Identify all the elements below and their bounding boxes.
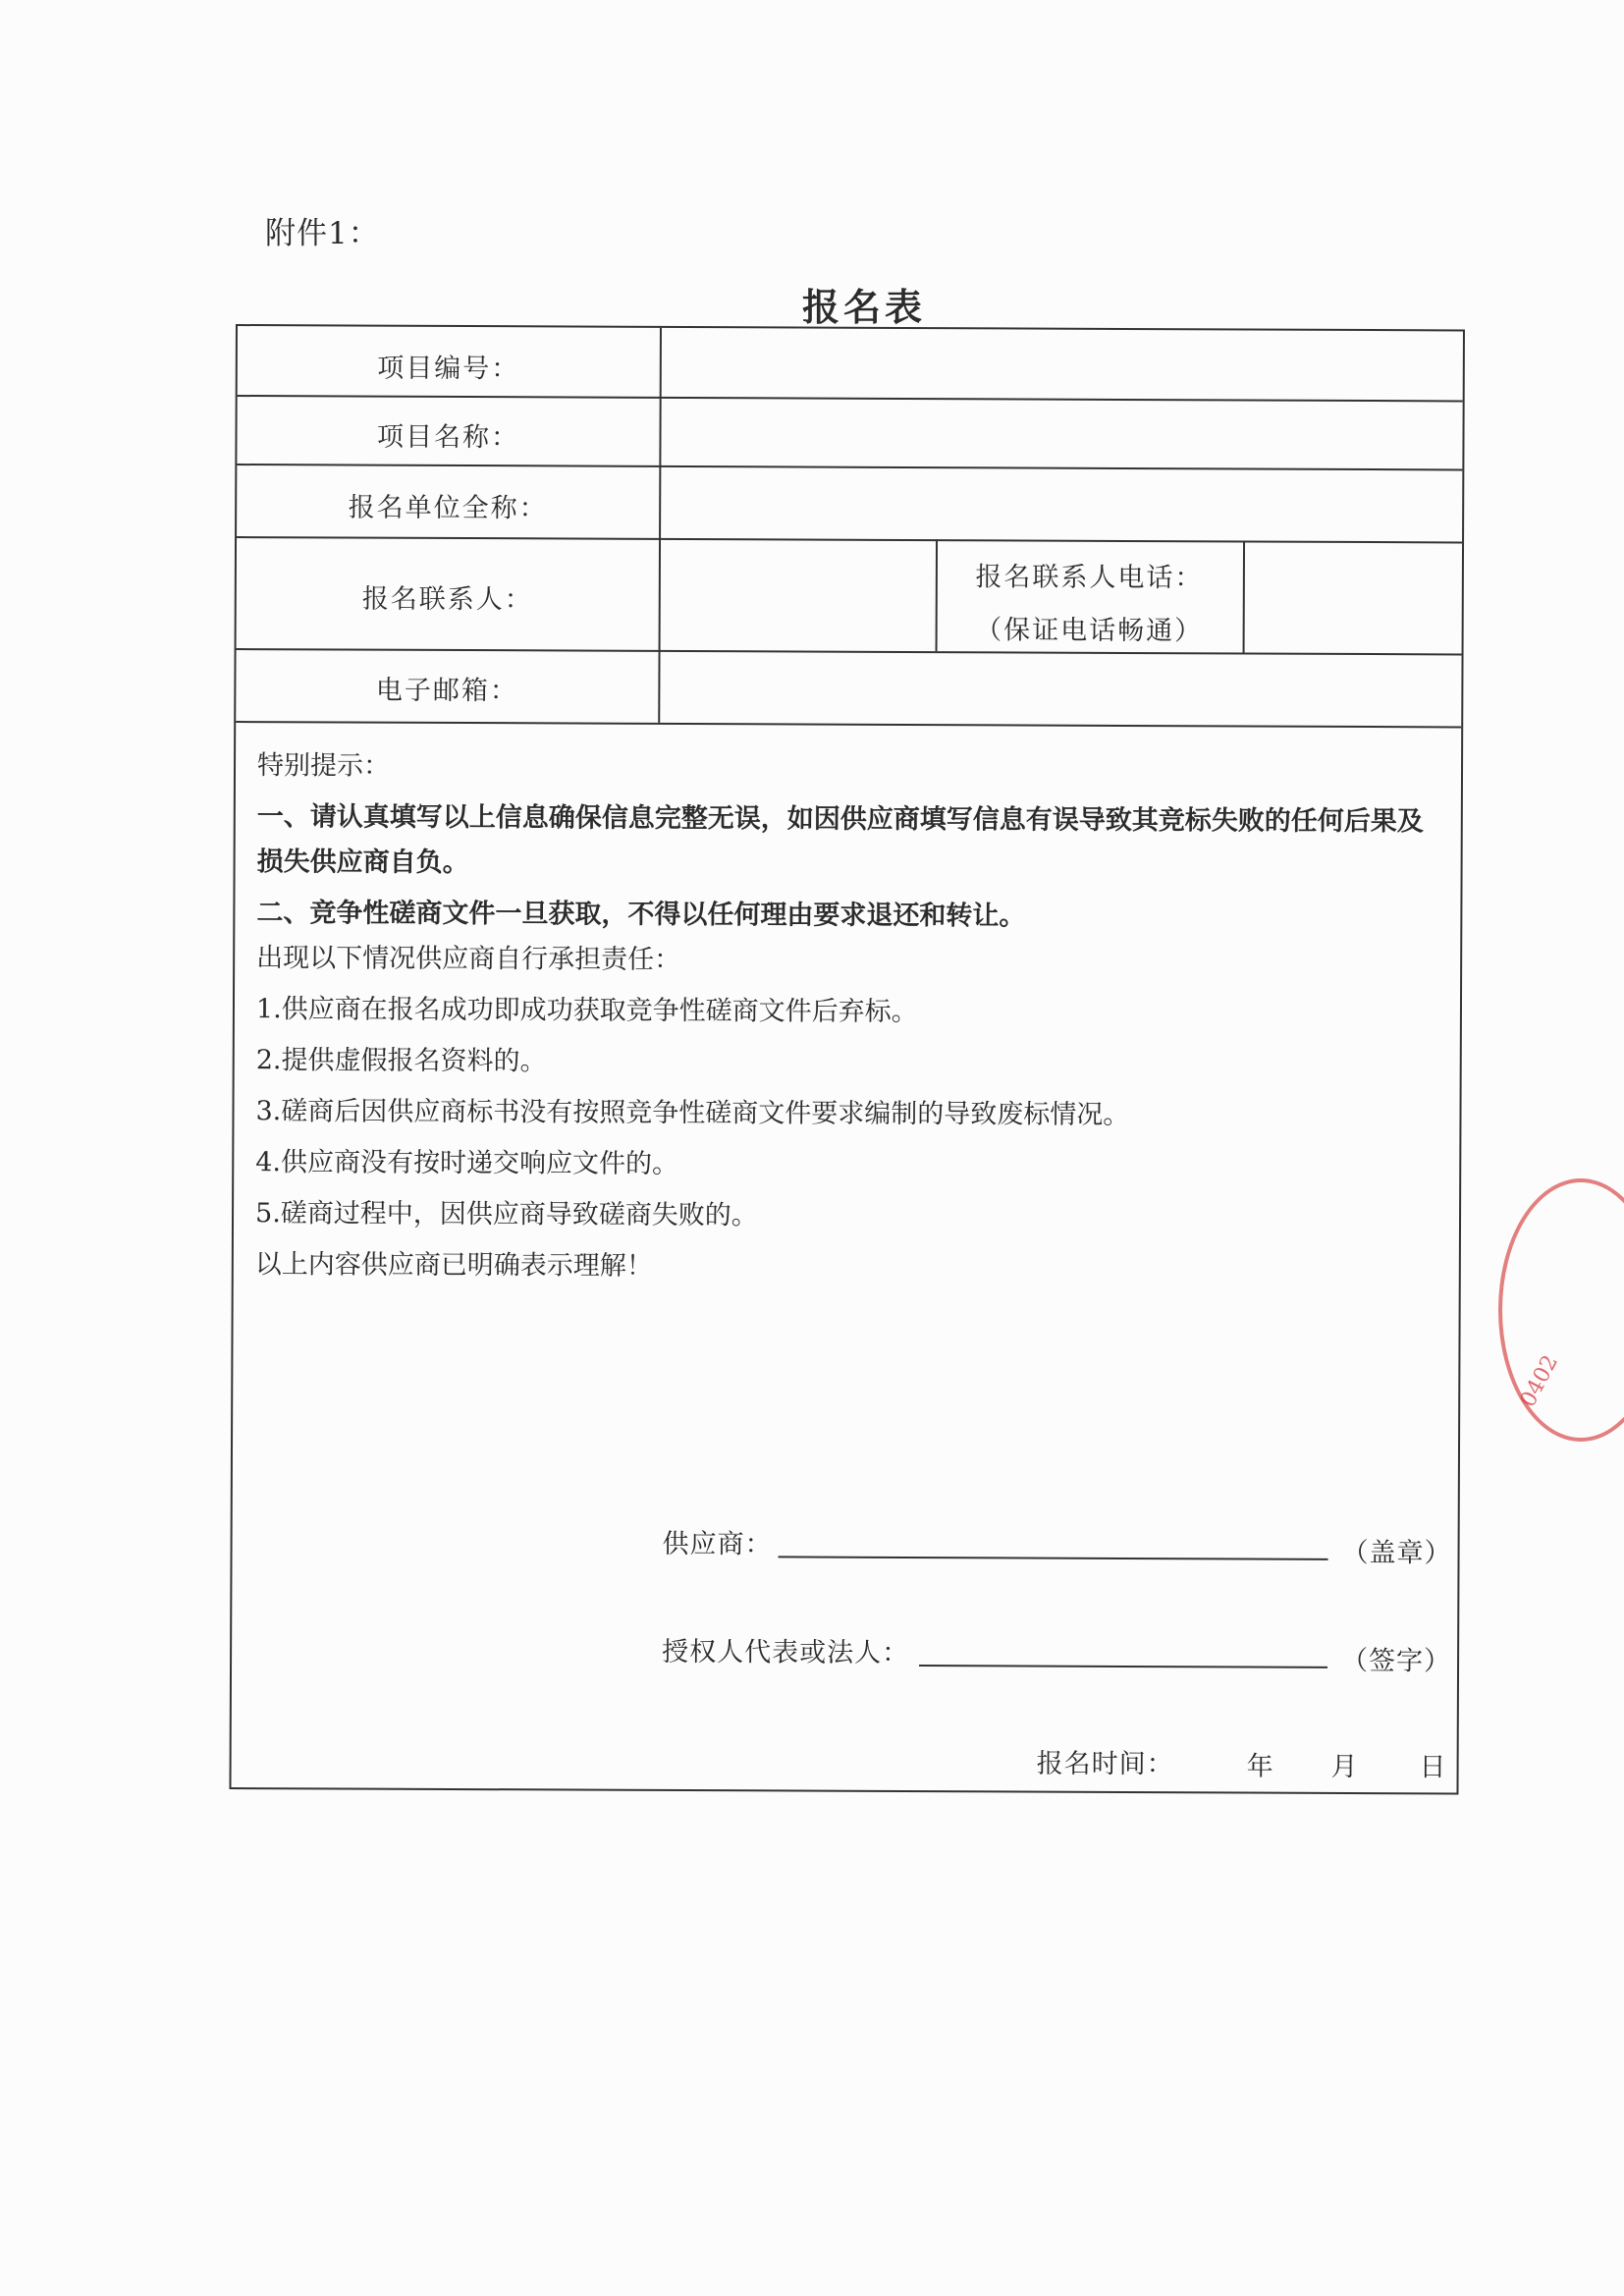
- day-label: 日: [1419, 1752, 1447, 1783]
- closing-statement: 以上内容供应商已明确表示理解！: [254, 1249, 653, 1282]
- phone-field[interactable]: [1247, 544, 1462, 651]
- project-name-field[interactable]: [663, 401, 1462, 467]
- liability-item: 2.提供虚假报名资料的。: [255, 1045, 547, 1077]
- representative-label: 授权人代表或法人：: [662, 1636, 910, 1669]
- project-name-label: 项目名称：: [376, 421, 520, 454]
- year-label: 年: [1246, 1751, 1274, 1782]
- liability-item: 1.供应商在报名成功即成功获取竞争性磋商文件后弃标。: [255, 994, 918, 1028]
- registration-form: [229, 324, 1464, 1794]
- email-field[interactable]: [662, 654, 1461, 725]
- notes-heading: 特别提示：: [256, 750, 391, 782]
- phone-label: 报名联系人电话：: [975, 562, 1204, 594]
- phone-note: （保证电话畅通）: [975, 615, 1204, 647]
- seal-note: （盖章）: [1341, 1537, 1452, 1569]
- liability-item: 3.磋商后因供应商标书没有按照竞争性磋商文件要求编制的导致废标情况。: [255, 1096, 1130, 1130]
- representative-line[interactable]: [919, 1665, 1327, 1668]
- liability-item: 4.供应商没有按时递交响应文件的。: [255, 1147, 679, 1179]
- supplier-label: 供应商：: [662, 1528, 773, 1560]
- unit-name-label: 报名单位全称：: [348, 492, 548, 524]
- supplier-line[interactable]: [779, 1556, 1328, 1559]
- note-item: 一、请认真填写以上信息确保信息完整无误，如因供应商填写信息有误导致其竞标失败的任何后果及损失供应商自负。: [256, 801, 1424, 879]
- email-label: 电子邮箱：: [375, 675, 518, 707]
- form-title: 报名表: [801, 285, 926, 329]
- liability-item: 5.磋商过程中，因供应商导致磋商失败的。: [254, 1198, 758, 1231]
- special-notes: [255, 743, 1445, 1292]
- unit-name-field[interactable]: [663, 469, 1462, 540]
- liability-intro: 出现以下情况供应商自行承担责任：: [256, 943, 681, 975]
- sign-note: （签字）: [1341, 1645, 1452, 1677]
- project-no-field[interactable]: [664, 332, 1463, 399]
- date-label: 报名时间：: [1036, 1748, 1174, 1780]
- contact-field[interactable]: [663, 542, 934, 649]
- red-seal-stamp: [1498, 1178, 1624, 1442]
- note-item: 二、竞争性磋商文件一旦获取，不得以任何理由要求退还和转让。: [256, 898, 1026, 932]
- stamp-number: 0402: [1515, 1350, 1564, 1412]
- month-label: 月: [1330, 1751, 1359, 1783]
- project-no-label: 项目编号：: [377, 353, 520, 385]
- attachment-label: 附件1：: [265, 216, 380, 251]
- contact-label: 报名联系人：: [361, 583, 533, 616]
